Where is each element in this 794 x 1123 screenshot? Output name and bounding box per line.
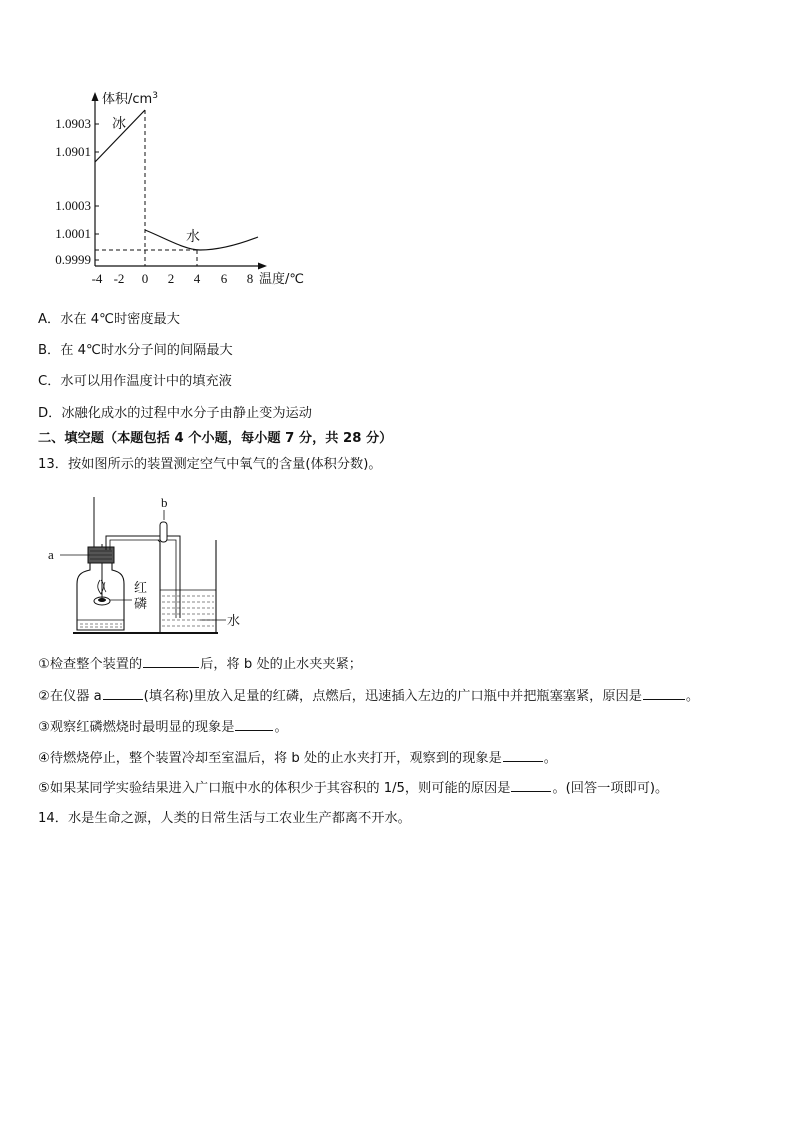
- q14-stem: 14．水是生命之源，人类的日常生活与工农业生产都离不开水。: [38, 811, 411, 826]
- q13-item-2: ②在仪器 a (填名称)里放入足量的红磷，点燃后，迅速插入左边的广口瓶中并把瓶塞塞紧，原因是 。: [38, 689, 700, 704]
- y-tick-label: 1.0901: [55, 144, 91, 159]
- y-tick-label: 0.9999: [55, 252, 91, 267]
- y-tick-label: 1.0903: [55, 116, 91, 131]
- label-water: 水: [227, 614, 241, 629]
- option-b: B．在 4℃时水分子间的间隔最大: [38, 343, 233, 358]
- x-tick-label: 2: [167, 271, 175, 286]
- answer-blank[interactable]: [103, 687, 143, 700]
- q13-item-1: ①检查整个装置的 后，将 b 处的止水夹夹紧；: [38, 657, 362, 672]
- ice-label: 冰: [112, 116, 126, 132]
- option-d: D．冰融化成水的过程中水分子由静止变为运动: [38, 406, 312, 421]
- label-phosphorus-2: 磷: [134, 597, 148, 612]
- q13-item-4: ④待燃烧停止，整个装置冷却至室温后，将 b 处的止水夹打开，观察到的现象是 。: [38, 751, 557, 766]
- apparatus-diagram: [40, 492, 260, 640]
- beaker: [158, 540, 216, 633]
- water-stop-clip: [160, 522, 167, 542]
- option-a: A．水在 4℃时密度最大: [38, 312, 180, 327]
- answer-blank[interactable]: [235, 718, 273, 731]
- section-title: 二、填空题（本题包括 4 个小题，每小题 7 分，共 28 分）: [38, 431, 393, 446]
- y-tick-label: 1.0001: [55, 226, 91, 241]
- y-tick-label: 1.0003: [55, 198, 91, 213]
- label-phosphorus-1: 红: [134, 581, 148, 596]
- x-tick-label: 6: [220, 271, 228, 286]
- volume-temperature-graph: [40, 84, 330, 294]
- x-axis-arrow: [258, 263, 267, 270]
- label-b: b: [161, 495, 168, 510]
- x-tick-label: -4: [91, 271, 103, 286]
- q13-item-5: ⑤如果某同学实验结果进入广口瓶中水的体积少于其容积的 1/5，则可能的原因是 。(回答一项即可)。: [38, 781, 669, 796]
- answer-blank[interactable]: [643, 687, 685, 700]
- answer-blank[interactable]: [503, 749, 543, 762]
- x-axis-title: 温度/℃: [259, 272, 304, 287]
- option-c: C．水可以用作温度计中的填充液: [38, 374, 232, 389]
- q13-stem: 13．按如图所示的装置测定空气中氧气的含量(体积分数)。: [38, 457, 382, 472]
- answer-blank[interactable]: [511, 779, 551, 792]
- x-tick-label: 0: [141, 271, 149, 286]
- answer-blank[interactable]: [143, 655, 199, 668]
- y-axis-arrow: [92, 92, 99, 101]
- y-axis-title: 体积$/cm^3$: [102, 91, 158, 107]
- flame-icon: [98, 580, 104, 594]
- water-label: 水: [186, 229, 200, 245]
- q13-item-3: ③观察红磷燃烧时最明显的现象是 。: [38, 720, 288, 735]
- x-tick-label: 4: [193, 271, 201, 286]
- label-a: a: [48, 547, 54, 562]
- x-tick-label: -2: [113, 271, 125, 286]
- x-tick-label: 8: [246, 271, 254, 286]
- water-series-line: [145, 230, 258, 250]
